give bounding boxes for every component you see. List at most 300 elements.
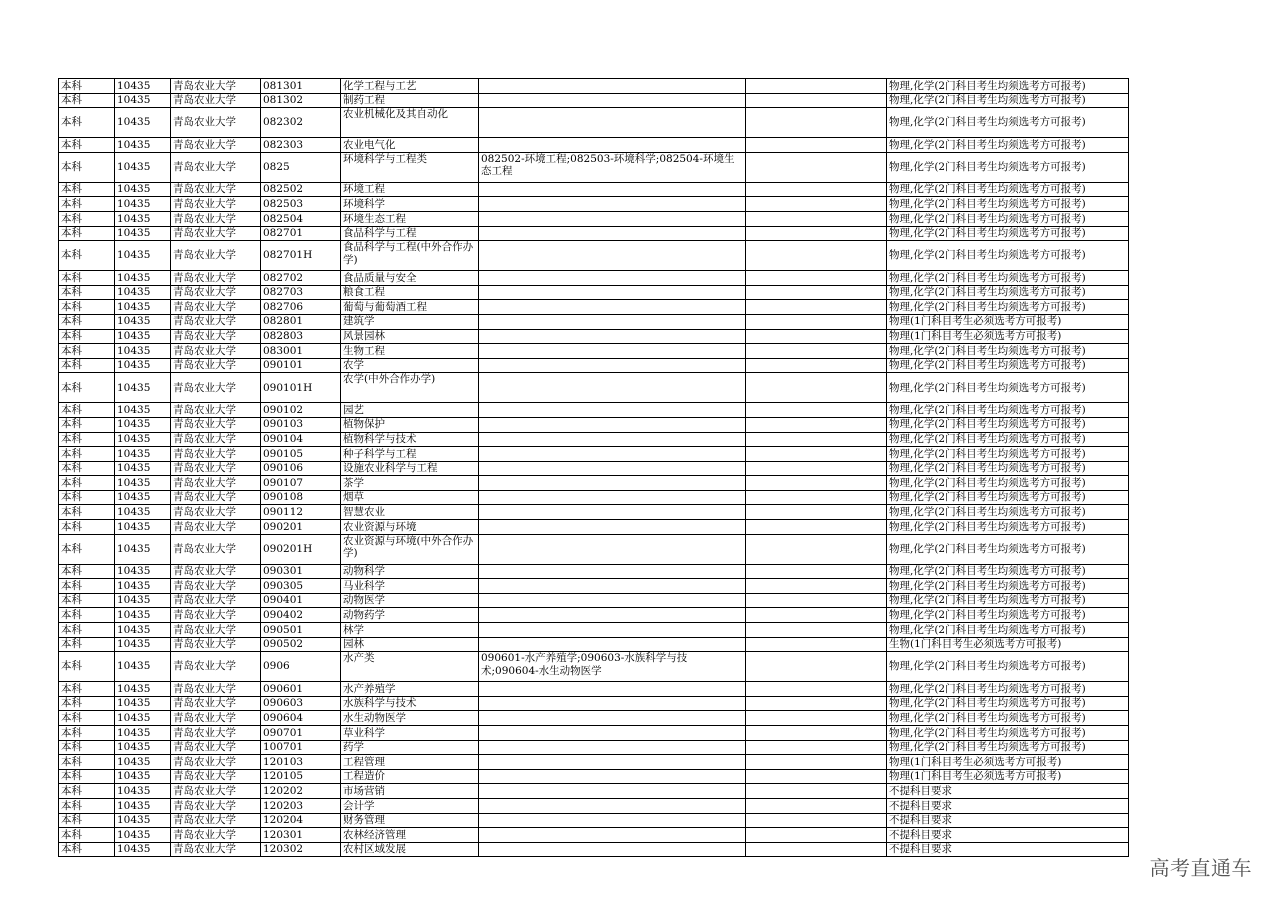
table-row	[59, 447, 1129, 462]
school-code-cell: 10435	[115, 696, 171, 711]
school-name-cell: 青岛农业大学	[171, 784, 261, 799]
included-majors-cell	[479, 828, 746, 843]
school-code-cell: 10435	[115, 182, 171, 197]
subject-requirement-cell: 物理,化学(2门科目考生均须选考方可报考)	[887, 241, 1129, 271]
table-row	[59, 784, 1129, 799]
school-name-cell: 青岛农业大学	[171, 344, 261, 359]
subject-requirement-cell: 物理,化学(2门科目考生均须选考方可报考)	[887, 696, 1129, 711]
major-name-cell: 药学	[341, 740, 479, 755]
level-cell: 本科	[59, 637, 115, 652]
school-name-cell: 青岛农业大学	[171, 329, 261, 344]
school-name-cell: 青岛农业大学	[171, 417, 261, 432]
school-name-cell: 青岛农业大学	[171, 285, 261, 300]
level-cell: 本科	[59, 79, 115, 94]
major-code-cell: 090401	[261, 593, 341, 608]
major-name-cell: 食品科学与工程	[341, 226, 479, 241]
major-code-cell: 090402	[261, 608, 341, 623]
blank-cell	[746, 271, 887, 286]
blank-cell	[746, 726, 887, 741]
included-majors-cell	[479, 505, 746, 520]
major-name-cell: 环境工程	[341, 182, 479, 197]
major-name-cell: 智慧农业	[341, 505, 479, 520]
school-name-cell: 青岛农业大学	[171, 564, 261, 579]
school-code-cell: 10435	[115, 271, 171, 286]
school-name-cell: 青岛农业大学	[171, 505, 261, 520]
watermark-text: 高考直通车	[1149, 856, 1252, 880]
major-code-cell: 082701H	[261, 241, 341, 271]
school-name-cell: 青岛农业大学	[171, 828, 261, 843]
school-code-cell: 10435	[115, 300, 171, 315]
blank-cell	[746, 813, 887, 828]
blank-cell	[746, 623, 887, 638]
level-cell: 本科	[59, 564, 115, 579]
table-row	[59, 358, 1129, 373]
major-name-cell: 草业科学	[341, 726, 479, 741]
table-row	[59, 798, 1129, 813]
school-name-cell: 青岛农业大学	[171, 300, 261, 315]
blank-cell	[746, 784, 887, 799]
major-code-cell: 090201H	[261, 534, 341, 564]
included-majors-cell	[479, 726, 746, 741]
included-majors-cell	[479, 241, 746, 271]
included-majors-cell	[479, 211, 746, 226]
school-name-cell: 青岛农业大学	[171, 108, 261, 138]
included-majors-cell	[479, 682, 746, 697]
school-name-cell: 青岛农业大学	[171, 696, 261, 711]
school-code-cell: 10435	[115, 534, 171, 564]
table-row	[59, 740, 1129, 755]
level-cell: 本科	[59, 447, 115, 462]
included-majors-cell	[479, 300, 746, 315]
school-code-cell: 10435	[115, 108, 171, 138]
table-row	[59, 211, 1129, 226]
school-code-cell: 10435	[115, 197, 171, 212]
subject-requirement-cell: 物理,化学(2门科目考生均须选考方可报考)	[887, 432, 1129, 447]
major-name-cell: 工程管理	[341, 755, 479, 770]
major-name-cell: 市场营销	[341, 784, 479, 799]
school-name-cell: 青岛农业大学	[171, 711, 261, 726]
major-code-cell: 090101	[261, 358, 341, 373]
table-row	[59, 373, 1129, 403]
subject-requirement-cell: 物理,化学(2门科目考生均须选考方可报考)	[887, 285, 1129, 300]
school-code-cell: 10435	[115, 593, 171, 608]
blank-cell	[746, 432, 887, 447]
included-majors-cell	[479, 623, 746, 638]
major-name-cell: 水族科学与技术	[341, 696, 479, 711]
subject-requirement-cell: 物理,化学(2门科目考生均须选考方可报考)	[887, 226, 1129, 241]
school-code-cell: 10435	[115, 358, 171, 373]
blank-cell	[746, 403, 887, 418]
table-row	[59, 417, 1129, 432]
subject-requirement-cell: 物理,化学(2门科目考生均须选考方可报考)	[887, 711, 1129, 726]
blank-cell	[746, 740, 887, 755]
table-row	[59, 696, 1129, 711]
level-cell: 本科	[59, 300, 115, 315]
major-name-cell: 设施农业科学与工程	[341, 461, 479, 476]
major-code-cell: 120202	[261, 784, 341, 799]
major-name-cell: 园艺	[341, 403, 479, 418]
major-name-cell: 马业科学	[341, 579, 479, 594]
included-majors-cell	[479, 373, 746, 403]
major-code-cell: 120301	[261, 828, 341, 843]
major-code-cell: 090604	[261, 711, 341, 726]
level-cell: 本科	[59, 108, 115, 138]
subject-requirement-cell: 物理,化学(2门科目考生均须选考方可报考)	[887, 182, 1129, 197]
blank-cell	[746, 417, 887, 432]
subject-requirement-cell: 物理(1门科目考生必须选考方可报考)	[887, 329, 1129, 344]
major-code-cell: 090103	[261, 417, 341, 432]
major-code-cell: 082803	[261, 329, 341, 344]
school-name-cell: 青岛农业大学	[171, 623, 261, 638]
level-cell: 本科	[59, 403, 115, 418]
level-cell: 本科	[59, 520, 115, 535]
major-name-cell: 农业电气化	[341, 138, 479, 153]
included-majors-cell	[479, 755, 746, 770]
school-code-cell: 10435	[115, 769, 171, 784]
school-code-cell: 10435	[115, 490, 171, 505]
table-row	[59, 93, 1129, 108]
school-code-cell: 10435	[115, 138, 171, 153]
school-name-cell: 青岛农业大学	[171, 93, 261, 108]
table-row	[59, 138, 1129, 153]
included-majors-cell	[479, 637, 746, 652]
included-majors-cell	[479, 564, 746, 579]
included-majors-cell	[479, 271, 746, 286]
blank-cell	[746, 593, 887, 608]
blank-cell	[746, 769, 887, 784]
school-code-cell: 10435	[115, 314, 171, 329]
school-name-cell: 青岛农业大学	[171, 798, 261, 813]
blank-cell	[746, 152, 887, 182]
school-code-cell: 10435	[115, 828, 171, 843]
blank-cell	[746, 711, 887, 726]
level-cell: 本科	[59, 813, 115, 828]
major-name-cell: 粮食工程	[341, 285, 479, 300]
included-majors-cell	[479, 403, 746, 418]
level-cell: 本科	[59, 241, 115, 271]
included-majors-cell	[479, 534, 746, 564]
subject-requirement-cell: 物理(1门科目考生必须选考方可报考)	[887, 755, 1129, 770]
blank-cell	[746, 798, 887, 813]
table-row	[59, 241, 1129, 271]
level-cell: 本科	[59, 285, 115, 300]
subject-requirement-cell: 生物(1门科目考生必须选考方可报考)	[887, 637, 1129, 652]
level-cell: 本科	[59, 608, 115, 623]
table-row	[59, 711, 1129, 726]
school-code-cell: 10435	[115, 608, 171, 623]
subject-requirement-cell: 物理,化学(2门科目考生均须选考方可报考)	[887, 726, 1129, 741]
table-row	[59, 652, 1129, 682]
blank-cell	[746, 314, 887, 329]
level-cell: 本科	[59, 476, 115, 491]
blank-cell	[746, 608, 887, 623]
major-code-cell: 082502	[261, 182, 341, 197]
major-name-cell: 水生动物医学	[341, 711, 479, 726]
major-name-cell: 制药工程	[341, 93, 479, 108]
subject-requirement-cell: 物理,化学(2门科目考生均须选考方可报考)	[887, 300, 1129, 315]
major-code-cell: 090603	[261, 696, 341, 711]
level-cell: 本科	[59, 828, 115, 843]
major-code-cell: 090102	[261, 403, 341, 418]
school-name-cell: 青岛农业大学	[171, 432, 261, 447]
subject-requirement-cell: 物理,化学(2门科目考生均须选考方可报考)	[887, 476, 1129, 491]
table-row	[59, 490, 1129, 505]
included-majors-cell	[479, 490, 746, 505]
table-row	[59, 505, 1129, 520]
major-name-cell: 农业机械化及其自动化	[341, 108, 479, 138]
included-majors-cell	[479, 226, 746, 241]
level-cell: 本科	[59, 197, 115, 212]
included-majors-cell	[479, 79, 746, 94]
blank-cell	[746, 682, 887, 697]
table-row	[59, 769, 1129, 784]
major-name-cell: 农村区域发展	[341, 842, 479, 857]
table-row	[59, 314, 1129, 329]
school-name-cell: 青岛农业大学	[171, 490, 261, 505]
included-majors-cell	[479, 740, 746, 755]
school-code-cell: 10435	[115, 637, 171, 652]
table-row	[59, 755, 1129, 770]
blank-cell	[746, 534, 887, 564]
school-code-cell: 10435	[115, 211, 171, 226]
major-code-cell: 120204	[261, 813, 341, 828]
included-majors-cell	[479, 813, 746, 828]
table-row	[59, 813, 1129, 828]
major-code-cell: 100701	[261, 740, 341, 755]
major-code-cell: 082303	[261, 138, 341, 153]
major-name-cell: 风景园林	[341, 329, 479, 344]
school-code-cell: 10435	[115, 623, 171, 638]
school-code-cell: 10435	[115, 241, 171, 271]
level-cell: 本科	[59, 490, 115, 505]
school-code-cell: 10435	[115, 417, 171, 432]
included-majors-cell	[479, 711, 746, 726]
table-row	[59, 579, 1129, 594]
blank-cell	[746, 358, 887, 373]
blank-cell	[746, 211, 887, 226]
school-code-cell: 10435	[115, 711, 171, 726]
subject-requirement-cell: 物理,化学(2门科目考生均须选考方可报考)	[887, 344, 1129, 359]
school-name-cell: 青岛农业大学	[171, 461, 261, 476]
major-code-cell: 090305	[261, 579, 341, 594]
school-name-cell: 青岛农业大学	[171, 314, 261, 329]
blank-cell	[746, 344, 887, 359]
subject-requirement-cell: 不提科目要求	[887, 813, 1129, 828]
major-name-cell: 烟草	[341, 490, 479, 505]
blank-cell	[746, 447, 887, 462]
major-name-cell: 动物医学	[341, 593, 479, 608]
included-majors-cell	[479, 520, 746, 535]
included-majors-cell: 090601-水产养殖学;090603-水族科学与技术;090604-水生动物医学	[479, 652, 746, 682]
major-code-cell: 090105	[261, 447, 341, 462]
table-row	[59, 726, 1129, 741]
school-code-cell: 10435	[115, 373, 171, 403]
level-cell: 本科	[59, 138, 115, 153]
subject-requirement-cell: 物理,化学(2门科目考生均须选考方可报考)	[887, 403, 1129, 418]
included-majors-cell	[479, 358, 746, 373]
major-code-cell: 082701	[261, 226, 341, 241]
subject-requirement-cell: 物理,化学(2门科目考生均须选考方可报考)	[887, 520, 1129, 535]
included-majors-cell	[479, 842, 746, 857]
major-name-cell: 种子科学与工程	[341, 447, 479, 462]
level-cell: 本科	[59, 344, 115, 359]
school-code-cell: 10435	[115, 505, 171, 520]
school-name-cell: 青岛农业大学	[171, 271, 261, 286]
blank-cell	[746, 579, 887, 594]
level-cell: 本科	[59, 534, 115, 564]
table-row	[59, 197, 1129, 212]
level-cell: 本科	[59, 696, 115, 711]
table-row	[59, 108, 1129, 138]
level-cell: 本科	[59, 623, 115, 638]
table-row	[59, 637, 1129, 652]
subject-requirement-cell: 不提科目要求	[887, 842, 1129, 857]
level-cell: 本科	[59, 329, 115, 344]
table-row	[59, 403, 1129, 418]
school-code-cell: 10435	[115, 726, 171, 741]
subject-requirement-cell: 物理(1门科目考生必须选考方可报考)	[887, 314, 1129, 329]
level-cell: 本科	[59, 314, 115, 329]
level-cell: 本科	[59, 579, 115, 594]
level-cell: 本科	[59, 358, 115, 373]
major-code-cell: 090104	[261, 432, 341, 447]
subject-requirement-cell: 物理,化学(2门科目考生均须选考方可报考)	[887, 579, 1129, 594]
subject-requirement-cell: 物理,化学(2门科目考生均须选考方可报考)	[887, 417, 1129, 432]
major-name-cell: 农学	[341, 358, 479, 373]
major-code-cell: 082706	[261, 300, 341, 315]
level-cell: 本科	[59, 211, 115, 226]
school-code-cell: 10435	[115, 813, 171, 828]
blank-cell	[746, 842, 887, 857]
school-name-cell: 青岛农业大学	[171, 182, 261, 197]
subject-requirement-cell: 物理,化学(2门科目考生均须选考方可报考)	[887, 373, 1129, 403]
included-majors-cell	[479, 108, 746, 138]
school-code-cell: 10435	[115, 461, 171, 476]
subject-requirement-cell: 物理,化学(2门科目考生均须选考方可报考)	[887, 108, 1129, 138]
major-code-cell: 090502	[261, 637, 341, 652]
major-name-cell: 环境科学与工程类	[341, 152, 479, 182]
blank-cell	[746, 138, 887, 153]
school-name-cell: 青岛农业大学	[171, 637, 261, 652]
school-name-cell: 青岛农业大学	[171, 211, 261, 226]
table-row	[59, 682, 1129, 697]
school-code-cell: 10435	[115, 79, 171, 94]
included-majors-cell	[479, 798, 746, 813]
school-name-cell: 青岛农业大学	[171, 373, 261, 403]
major-code-cell: 090101H	[261, 373, 341, 403]
subject-requirement-cell: 物理,化学(2门科目考生均须选考方可报考)	[887, 271, 1129, 286]
major-code-cell: 0906	[261, 652, 341, 682]
blank-cell	[746, 241, 887, 271]
major-code-cell: 082702	[261, 271, 341, 286]
school-name-cell: 青岛农业大学	[171, 755, 261, 770]
major-name-cell: 食品质量与安全	[341, 271, 479, 286]
school-code-cell: 10435	[115, 798, 171, 813]
major-code-cell: 090112	[261, 505, 341, 520]
major-name-cell: 生物工程	[341, 344, 479, 359]
school-name-cell: 青岛农业大学	[171, 79, 261, 94]
subject-requirement-cell: 物理,化学(2门科目考生均须选考方可报考)	[887, 461, 1129, 476]
school-name-cell: 青岛农业大学	[171, 813, 261, 828]
major-code-cell: 090107	[261, 476, 341, 491]
table-row	[59, 285, 1129, 300]
major-name-cell: 动物药学	[341, 608, 479, 623]
major-name-cell: 动物科学	[341, 564, 479, 579]
school-code-cell: 10435	[115, 447, 171, 462]
major-name-cell: 林学	[341, 623, 479, 638]
major-code-cell: 082302	[261, 108, 341, 138]
major-code-cell: 0825	[261, 152, 341, 182]
school-name-cell: 青岛农业大学	[171, 152, 261, 182]
major-code-cell: 090501	[261, 623, 341, 638]
school-name-cell: 青岛农业大学	[171, 769, 261, 784]
school-code-cell: 10435	[115, 152, 171, 182]
blank-cell	[746, 828, 887, 843]
school-name-cell: 青岛农业大学	[171, 652, 261, 682]
level-cell: 本科	[59, 769, 115, 784]
major-code-cell: 082503	[261, 197, 341, 212]
level-cell: 本科	[59, 842, 115, 857]
table-row	[59, 842, 1129, 857]
school-name-cell: 青岛农业大学	[171, 682, 261, 697]
blank-cell	[746, 490, 887, 505]
included-majors-cell	[479, 329, 746, 344]
table-row	[59, 226, 1129, 241]
level-cell: 本科	[59, 711, 115, 726]
major-name-cell: 茶学	[341, 476, 479, 491]
included-majors-cell	[479, 476, 746, 491]
level-cell: 本科	[59, 652, 115, 682]
major-code-cell: 090106	[261, 461, 341, 476]
school-code-cell: 10435	[115, 403, 171, 418]
school-code-cell: 10435	[115, 682, 171, 697]
included-majors-cell	[479, 593, 746, 608]
major-name-cell: 植物保护	[341, 417, 479, 432]
level-cell: 本科	[59, 461, 115, 476]
table-row	[59, 344, 1129, 359]
subject-requirement-cell: 物理,化学(2门科目考生均须选考方可报考)	[887, 211, 1129, 226]
included-majors-cell	[479, 769, 746, 784]
major-name-cell: 农业资源与环境	[341, 520, 479, 535]
level-cell: 本科	[59, 373, 115, 403]
included-majors-cell	[479, 784, 746, 799]
school-name-cell: 青岛农业大学	[171, 740, 261, 755]
table-row	[59, 271, 1129, 286]
subject-requirement-cell: 物理,化学(2门科目考生均须选考方可报考)	[887, 608, 1129, 623]
included-majors-cell	[479, 138, 746, 153]
table-row	[59, 329, 1129, 344]
major-name-cell: 园林	[341, 637, 479, 652]
school-name-cell: 青岛农业大学	[171, 358, 261, 373]
blank-cell	[746, 182, 887, 197]
blank-cell	[746, 373, 887, 403]
school-name-cell: 青岛农业大学	[171, 579, 261, 594]
school-name-cell: 青岛农业大学	[171, 226, 261, 241]
major-name-cell: 农业资源与环境(中外合作办学)	[341, 534, 479, 564]
school-code-cell: 10435	[115, 329, 171, 344]
table-row	[59, 608, 1129, 623]
table-row	[59, 432, 1129, 447]
level-cell: 本科	[59, 93, 115, 108]
school-name-cell: 青岛农业大学	[171, 534, 261, 564]
table-row	[59, 520, 1129, 535]
school-name-cell: 青岛农业大学	[171, 241, 261, 271]
subject-requirement-cell: 物理,化学(2门科目考生均须选考方可报考)	[887, 358, 1129, 373]
major-code-cell: 083001	[261, 344, 341, 359]
subject-requirement-cell: 物理,化学(2门科目考生均须选考方可报考)	[887, 490, 1129, 505]
level-cell: 本科	[59, 226, 115, 241]
blank-cell	[746, 108, 887, 138]
